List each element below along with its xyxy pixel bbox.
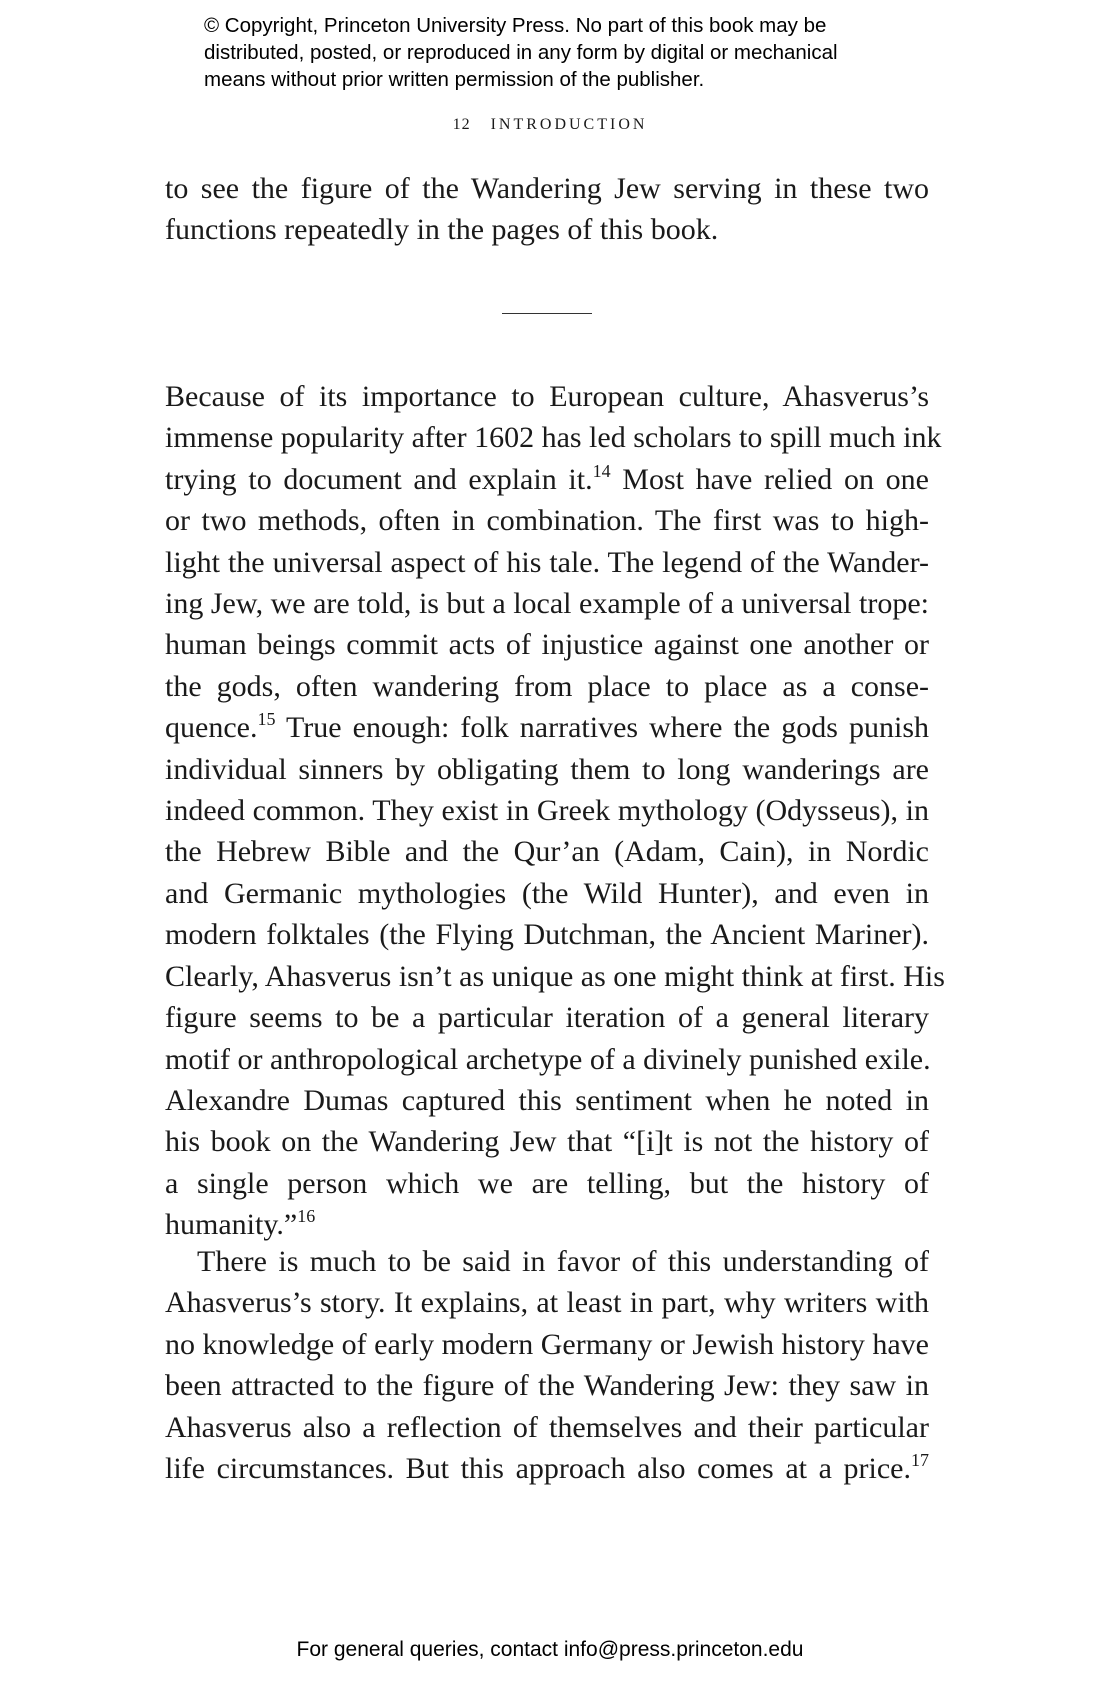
text-line: or two methods, often in combination. The first was to high-: [165, 504, 929, 538]
text-line: indeed common. They exist in Greek mythology (Odysseus), in: [165, 794, 929, 828]
text-line: individual sinners by obligating them to long wanderings are: [165, 752, 929, 786]
text-segment: quence.: [165, 711, 258, 745]
text-segment: trying to document and explain it.: [165, 462, 593, 496]
text-line: his book on the Wandering Jew that “[i]t is not the history of: [165, 1125, 929, 1159]
text-line: Ahasverus’s story. It explains, at least in part, why writers with: [165, 1286, 929, 1320]
section-break-rule: [502, 313, 592, 314]
text-line: to see the figure of the Wandering Jew serving in these two: [165, 172, 929, 205]
copyright-notice: [204, 12, 924, 93]
text-segment: life circumstances. But this approach also comes at a price.: [165, 1452, 911, 1486]
paragraph-continued: [165, 168, 929, 251]
text-segment: humanity.”: [165, 1208, 298, 1242]
footnote-ref[interactable]: 14: [592, 460, 611, 481]
footnote-ref[interactable]: 15: [257, 709, 276, 730]
page-number: 12: [452, 116, 471, 133]
text-line: ing Jew, we are told, is but a local example of a universal trope:: [165, 587, 929, 621]
text-segment: Most have relied on one: [610, 462, 929, 496]
copyright-line: distributed, posted, or reproduced in any form by digital or mechanical: [204, 41, 838, 64]
text-line: [165, 707, 929, 748]
text-line: no knowledge of early modern Germany or Jewish history have: [165, 1327, 929, 1361]
text-line: [165, 1448, 929, 1489]
text-line: been attracted to the figure of the Wandering Jew: they saw in: [165, 1369, 929, 1403]
copyright-line: © Copyright, Princeton University Press. No part of this book may be: [204, 14, 827, 37]
text-line: immense popularity after 1602 has led scholars to spill much ink: [165, 421, 942, 455]
paragraph: [165, 376, 945, 1246]
copyright-line: means without prior written permission of the publisher.: [204, 68, 705, 91]
footer-contact: For general queries, contact info@press.princeton.edu: [296, 1638, 804, 1661]
text-line: figure seems to be a particular iteration of a general literary: [165, 1001, 929, 1035]
paragraph: [165, 1241, 929, 1489]
text-line: [165, 459, 929, 500]
text-line: a single person which we are telling, but the history of: [165, 1166, 929, 1200]
text-line: Clearly, Ahasverus isn’t as unique as one might think at first. His: [165, 959, 945, 993]
text-line: motif or anthropological archetype of a divinely punished exile.: [165, 1042, 931, 1076]
running-head: [0, 116, 1100, 134]
text-line: modern folktales (the Flying Dutchman, the Ancient Mariner).: [165, 918, 929, 952]
text-line: [165, 1204, 929, 1245]
text-line: the Hebrew Bible and the Qur’an (Adam, Cain), in Nordic: [165, 835, 929, 869]
text-segment: True enough: folk narratives where the gods punish: [275, 711, 929, 745]
text-line: There is much to be said in favor of this understanding of: [197, 1245, 929, 1278]
footnote-ref[interactable]: 16: [297, 1206, 316, 1227]
footnote-ref[interactable]: 17: [911, 1450, 929, 1471]
text-line: human beings commit acts of injustice against one another or: [165, 628, 929, 662]
text-line: light the universal aspect of his tale. The legend of the Wander-: [165, 545, 929, 579]
text-line: the gods, often wandering from place to place as a conse-: [165, 669, 929, 703]
text-line: functions repeatedly in the pages of this book.: [165, 213, 719, 247]
text-line: and Germanic mythologies (the Wild Hunter), and even in: [165, 876, 929, 910]
text-line: Because of its importance to European culture, Ahasverus’s: [165, 380, 929, 413]
text-line: Ahasverus also a reflection of themselves and their particular: [165, 1410, 929, 1444]
text-line: Alexandre Dumas captured this sentiment when he noted in: [165, 1083, 929, 1117]
section-title: INTRODUCTION: [490, 116, 648, 133]
